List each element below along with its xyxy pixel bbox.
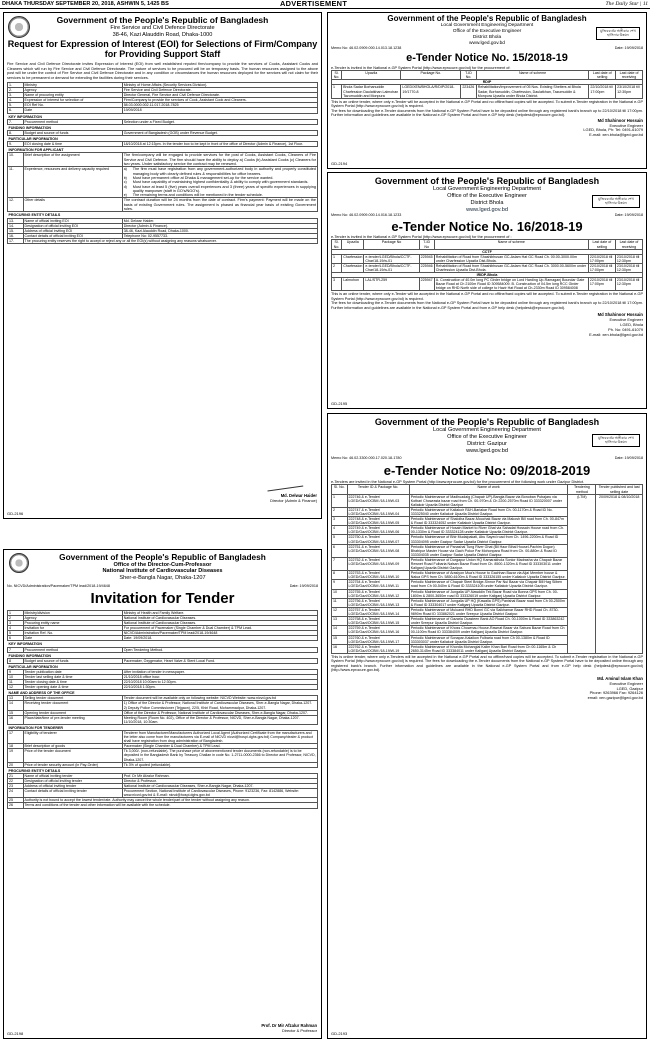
table-row: 12 222757 & e-Tender/ LGED/Gazi/OCBM /18-19/W-14 Periodic Maintenance of Muluand RHD Bonni GC via Salkhamar Bazar RHD Road Ch. 8730-9890m Road ID 333862021 under Sreepur Upazila District Gazipur.: [332, 607, 643, 616]
table-row: 3. Name of procuring entity Director General, Fire Service and Civil Defence Directorate.: [8, 93, 318, 98]
government-seal-icon: [8, 16, 30, 38]
ad5-gd: GD-2193: [331, 1031, 348, 1037]
ad4-table: [7, 610, 318, 809]
section-heading: CCTF: [332, 249, 643, 254]
ad2-line2: Office of the Executive Engineer: [452, 29, 522, 35]
table-row: 5. EOI Ref No. 58.03.0000.002.11.017.2018-7825: [8, 103, 318, 108]
section-heading: INFORMATION FOR TENDERER: [8, 725, 63, 730]
table-row: 16 Place/date/time of pre-tender meeting Meeting Room (Room No. 402), Office of the Director & Professor, NICVD, Sher-e-Bangla Nagar, Dhaka-1207. 11/10/2018, 10:30am.: [8, 715, 318, 724]
ad4-date: Date: 19/09/2018: [289, 583, 318, 588]
section-heading: FUNDING INFORMATION: [8, 125, 51, 130]
table-row: 8 Budget and source of funds Pacemaker, Oxygenator, Heart Valve & Stent Local Fund.: [8, 658, 318, 663]
ad-etender-gazipur: [327, 413, 647, 1039]
ad4-ref: No. NICVD/Administration/Pacemaker/TPM lead/2018-19/4648: [7, 583, 110, 588]
table-row: 7. Procurement method Selection under a Fixed Budget.: [8, 119, 318, 124]
government-seal-icon: [9, 553, 29, 573]
masthead-section: ADVERTISEMENT: [280, 0, 348, 8]
table-row: 6. Date 19/09/2018: [8, 108, 318, 113]
table-row: 10 Tender last selling date & time 21/10/2018 office hour.: [8, 674, 318, 679]
table-row: 16 222762 & e-Tender/ LGED/Gazi/OCBM /18-19/W-19 Periodic Maintenance of Khordia Mohanglal Kalim Khan Bari Road from Ch 00-1165m & Ch 2650-3145m Road ID 333384011 under Kaliganj Upazila District Gazipur.: [332, 644, 643, 653]
table-row: 7 222752 & e-Tender/ LGED/Gazi/OCBM /18-19/W-09 Periodic Maintenance of Durgapur Union HQ Kamarakhola Sonior Madrasha via Chapair Bazar Rewnet Road Fulbaria Nalsan Bazar Road from Ch. 8500-1320m & Road ID 333303011 under Kaliganj Upazila District Gazipur.: [332, 557, 643, 570]
table-row: 14. Designation of official inviting EOI Director (Admin & Finance).: [8, 223, 318, 228]
ad2-signature: Md Shahinoor Hossain Executive Engineer LGED, Bhola, Ph: Tel: 0491-61079 E-mail: xen.bhola@lged.gov.bd: [583, 117, 643, 138]
ad1-signature: Md. Delwar Haider Director (Admin & Finance): [270, 493, 317, 503]
ad2-table: Sl. No. Upazila Package No. T-ID No. Name of scheme Last date of selling Last date of receiving RDIP 1 Bhola Sadar Borhanuddin Charfession Daulatkhan Lalmohan Tazumuddin and Monpura LGED/XEN/BHOLA/R/DIP/2018-19/1770-8 223426 Rehabilitation/Improvement of 05 Nos. Existing Shelters at Bhola Sadar, Borhanuddin, Charfession, Daulatkhan, Tazumuddin & Monpura Upazila under Bhola District. 22/10/2018 till 17:00pm 23/10/2018 till 12:30pm: [331, 70, 643, 99]
ad5-line3: District: Gazipur: [467, 440, 507, 447]
section-heading: NAME AND ADDRESS OF THE OFFICE: [8, 691, 75, 696]
ad3-tline: e-Tender is invited in the National e-GP System Portal (http://www.eprocure.gov.bd) for the procurement of :: [331, 234, 512, 239]
table-row: 14 Receiving tender document 1) Office of the Director & Professor, National Institute of Cardiovascular Diseases, Sher-e-Bangla Nagar, Dhaka-1207. 2) Deputy Police Commissioner (Tejgaon), 22/5, Khiri Road, Mohammadpur, Dhaka-1207.: [8, 701, 318, 710]
table-row: 5 222750 & e-Tender/ LGED/Gazi/OCBM /18-19/W-07 Periodic Maintenance of Bhir Mudaipakati, Abu Sayed road from Ch. 1496-2200m & Road ID 333304095 under Gazipur Sadar Upazila District Gazipur.: [332, 535, 643, 544]
list-item: a) The firm must have registration from any government-authorized body in authority and properly constituted managing body with clearly defined rules & responsibilities for office bearers.: [123, 167, 316, 176]
list-item: e) The remaining terms and conditions will be mentioned in the tender schedule.: [123, 193, 263, 198]
ad3-table: Sl. No. Upazila Package No T-ID No Name of scheme Last date of selling Last date of receiving CCTF 1 Charfession e-tender/LGED/Bhola/CCTF-Char/18-19/w-01 225945 Rehabilitation of Road from Shashibhusan GC-Aslam Hat GC Road Ch. 00.00-3000.00m under Charfession Upazila Dist-Bhola. 22/10/2018 till 17:00pm 23/10/2018 till 12:30pm 2 Charfession e-tender/LGED/Bhola/CCTF-Char/18-19/w-01 225946 Rehabilitation of Road from Shashibhusan GC-Aslam Hat GC Road Ch. 3000.00-5600m under Charfession Upazila Dist-Bhola. 22/10/2018 till 17:00pm 23/10/2018 till 12:30pm IRIDP-Bhola 3 Lalmohon LAL/STR-259 225947 A. Construction of 40.0m long PC Girder bridge on Lord Harding Up-Ramaganj Boundar Gate Bazar Road at Ch 2100m Road ID 309584009. B. Construction of 04.5m long RCC Girder bridge on RHD North side of college to Hazir Hat Road at Ch-2330m Road ID 309584008 22/10/2018 till 17:00pm 23/10/2018 till 12:30pm: [331, 239, 643, 291]
table-row: 6 222751 & e-Tender/ LGED/Gazi/OCBM /18-19/W-08 Periodic Maintenance of Panashal Tung River Ghat (Bil Haor Bihal Housel-Pachim Dogon) Bhabipur Master House via Gach Pokur Par Mohonpara Road from Ch. 00-880m & Road ID 333304035 under Gazipur Sadar Upazila District Gazipur.: [332, 544, 643, 557]
masthead-paper: The Daily Star | 11: [605, 1, 648, 7]
list-item: c) Must have capability of maintaining highest confidentiality & ability to comply with government standards.: [123, 180, 309, 185]
ad1-title: Request for Expression of Interest (EOI) for Selections of Firm/Company for Providing Support Staff: [7, 39, 318, 60]
section-heading: PARTICULAR INFORMATION: [8, 664, 58, 669]
table-row: 9. EOI closing date & time 18/10/2018 at 12:15pm. In the tender box to be kept in front of the office of Director (Admin & Finance), 1st Floor.: [8, 142, 318, 147]
table-row: 13 Selling tender document Tender document will be available only on following website: NICVD Website: www.nicvd.gov.bd: [8, 696, 318, 701]
section-heading: PROCURING ENTITY DETAILS: [8, 768, 61, 773]
ad4-title: Invitation for Tender: [90, 590, 235, 608]
table-row: 6 Date Date: 19/09/2018.: [8, 636, 318, 641]
masthead-date: DHAKA THURSDAY SEPTEMBER 20, 2018, ASHWIN 5, 1425 BS: [2, 1, 169, 7]
ad5-line4: www.lged.gov.bd: [466, 447, 508, 454]
ad5-note: This is online tender, where only e-Tenders will be accepted in the National e-GP Portal and no offline/hard copies will be accepted. To submit e-Tender registration in the National e-GP System Portal (http://www.eprocure.gov.bd) is required. The fees for downloading the e-Tender documents from the National e-GP System Portal have to be deposited online through any registered bank's branch. Further information and guidelines are available in the National e-GP System Portal and from e-GP help desk (helpdesk@eprocure.gov.bd) (http://www.eprocure.gov.bd).: [331, 654, 643, 673]
ad3-stamp: মুজিববর্ষের অঙ্গীকার শেখ হাসিনার উন্নয়ন: [592, 195, 640, 208]
ad5-stamp: মুজিববর্ষের অঙ্গীকার শেখ হাসিনার উন্নয়ন: [592, 434, 640, 447]
table-row: 2 Charfession e-tender/LGED/Bhola/CCTF-Char/18-19/w-01 225946 Rehabilitation of Road from Shashibhusan GC-Aslam Hat GC Road Ch. 3000.00-5600m under Charfession Upazila Dist-Bhola. 22/10/2018 till 17:00pm 23/10/2018 till 12:30pm: [332, 263, 643, 272]
ad3-line1: Local Government Engineering Department: [433, 186, 541, 193]
table-row: 11 Tender closing date & time 22/10/2018 10:00am to 12:30pm.: [8, 680, 318, 685]
table-row: 17. The procuring entity reserves the right to accept or reject any or all the EOI(s) without assigning any reasons whatsoever.: [8, 238, 318, 243]
section-heading: INFORMATION FOR APPLICANT: [8, 148, 64, 153]
table-row: 4. Expression of interest for selection of Firm/Company to provide the services of Cook, Assistant Cook and Cleaners.: [8, 98, 318, 103]
table-row: 23 Address of official inviting tender National Institute of Cardiovascular Diseases, Sher-e-Bangla Nagar, Dhaka-1207.: [8, 784, 318, 789]
table-row: 1 Ministry/division Ministry of Health and Family Welfare.: [8, 610, 318, 615]
table-row: 26 Terms and conditions of the tender and other information will be available with the schedule.: [8, 803, 318, 808]
table-row: 9 Tender publication date After invitation of tender in newspaper.: [8, 669, 318, 674]
table-row: 5 Invitation Ref. No. NICVD/Administration/Pacemaker/TPM lead/2018-19/4648: [8, 631, 318, 636]
ad3-line2: Office of the Executive Engineer: [447, 193, 527, 200]
table-row: 2. Agency Fire Service and Civil Defence Directorate.: [8, 88, 318, 93]
section-heading: IRIDP-Bhola: [332, 273, 643, 278]
table-row: 9 222754 & e-Tender/ LGED/Gazi/OCBM /18-19/W-11 Periodic Maintenance of Chapair Steel Bridge-Sinnor Par Nui Bazar via Chapair Bill Hag Siiben road from Ch 00-540m & Road ID 333324105 under Kaliakoir Upazila District Gazipur.: [332, 580, 643, 589]
table-row: 8. Budget and source of funds Government of Bangladesh (GOB) under Revenue Budget.: [8, 130, 318, 135]
ad2-line1: Local Government Engineering Department: [440, 23, 534, 29]
table-row: 21 Name of official inviting tender Prof. Dr Mir Afzalur Rahman.: [8, 773, 318, 778]
table-row: 8 222753 & e-Tender/ LGED/Gazi/OCBM /18-19/W-10 Periodic Maintenance of Arasiyon Mua's House to Gachhan Bazar via Aljai Member house & Nalua GPS from Ch. 5850-6100m & Road ID 333326155 under Kaliakoir Upazila District Gazipur.: [332, 571, 643, 580]
ad-etender-bhola-15: [327, 12, 647, 169]
ad3-title: e-Tender Notice No. 16/2018-19: [391, 218, 583, 234]
ad1-line1: Fire Service and Civil Defence Directorate: [110, 24, 215, 31]
ad5-gov: Government of the People's Republic of Bangladesh: [374, 417, 600, 427]
ad3-line3: District Bhola: [470, 199, 504, 206]
ad1-intro: Fire Service and Civil Defence Directorate invites Expression of Interest (EOI) from well established reputed firm/company to provide the services of Cooks, Assistant Cooks and Cleaners which will run by Fire Service and Civil Defence Directorate. The nature of services to be procured will be on temporary basis. The human resources assigned to the above post will be under the control of Fire Service and Civil Defence Directorate and in any condition or circumstances the human resources deployed for the services will not claim for their services to be permanent or demand for extending the facilities during their services.: [7, 62, 318, 80]
ad3-signature: Md Shahinoor Hossain Executive Engineer LGED, Bhola Ph. No: 0491-61079 E-mail: xen.bhola@lged.gov.bd: [589, 312, 643, 337]
ad5-line1: Local Government Engineering Department: [433, 427, 541, 434]
table-row: 13. Name of official inviting EOI Md. Delwar Haider.: [8, 218, 318, 223]
table-row: 18 Brief description of goods Pacemaker (Single Chamber & Dual Chamber) & TPM Lead.: [8, 744, 318, 749]
section-heading: KEY INFORMATION: [8, 642, 42, 647]
table-row: 1 222746 & e-Tender/ LGED/Gazi/OCBM /18-19/W-03 Periodic Maintenance of Madhuadaig (Chapair UP)-Bangla Bazar via Bonoban Pubajaru via Kotbari Chowrasta bazar road from Ch. 00-970m & Ch 2200-2570m Road ID 333320007 under Kaliakoir Upazila District Gazipur (LTM) 20/09/2018 & 08/10/2018: [332, 494, 643, 507]
ad5-signature: Md. Aminul Islam Khan Executive Engineer LGED, Gazipur Phone: 9263966 Fax: 9264126 email: xen.gazipur@lged.gov.bd: [587, 675, 643, 701]
ad-etender-bhola-16: [327, 172, 647, 409]
ad1-line2: 38-46, Kazi Alauddin Road, Dhaka-1000: [112, 31, 213, 38]
ad5-date: Date: 19/09/2018: [614, 456, 643, 461]
ad5-title: e-Tender Notice No: 09/2018-2019: [383, 462, 591, 478]
table-row: 2 Agency National Institute of Cardiovascular Diseases.: [8, 615, 318, 620]
table-row: 3 Procuring entity name National Institute of Cardiovascular Diseases.: [8, 621, 318, 626]
list-item: d) Must have at least 5 (five) years overall experiences and 3 (three) years of specific experiences in supplying quality manpower (staff in GO's/NGO's).: [123, 184, 316, 193]
table-row: 14 222759 & e-Tender/ LGED/Gazi/OCBM /18-19/W-16 Periodic Maintenance of Khoss Chowmau House-Rawnat Bazar via Sabura Bazar Road from Ch 00-1100m Road ID 333384009 under Kaliganj Upazila District Gazipur.: [332, 626, 643, 635]
ad1-gd: GD-2196: [7, 511, 24, 517]
table-row: 13 222758 & e-Tender/ LGED/Gazi/OCBM /18-19/W-15 Periodic Maintenance of Gazaria Ocasteen Bank AO Road Ch. 00-1000m & Road ID 333863242 under Sreepur Upazila District Gazipur.: [332, 617, 643, 626]
ad1-gov: Government of the People's Republic of Bangladesh: [56, 15, 269, 25]
ad3-line4: www.lged.gov.bd: [466, 206, 508, 213]
list-item: b) Must have permanent office at Dhaka & management set-up for the service wanted.: [123, 175, 274, 180]
ad3-memo: Memo No: 46.02.0909.000.14.016.18.1233: [331, 213, 402, 218]
ad1-table-b: 10. Brief description of the assignment The firm/company will be engaged to provide services for the post of Cooks, Assistant Cooks, Cleaners of Fire Service and Civil Defence. The firm should have the ability to deploy a) Cooks (b) Assistant Cooks (c) Cleaners for two years. Under satisfactory service the contract may be renewed. 11. Experience, resources and delivery capacity required a) The firm must have registration from any government-authorized body in authority and properly constituted managing body with clearly defined rules & responsibilities for office bearers. b) Must have permanent office at Dhaka & management set-up for the service wanted. c) Must have capability of maintaining highest confidentiality & ability to comply with government standards. d) Must have at least 5 (five) years overall experiences and 3 (three) years of specific experiences in supplying quality manpower (staff in GO's/NGO's). e) The remaining terms and conditions will be mentioned in the tender schedule. 12. Other details The contract duration will be 24 months from the date of contract. Firm's payment: Payment will be made on the basis of existing Government rules. The assignment is phased as financial year basis of existing Government rules.: [9, 153, 316, 212]
table-row: 25 Authority is not bound to accept the lowest tender/rate. Authority may cancel the whole tender/part of the tender without assigning any reason.: [8, 798, 318, 803]
ad5-memo: Memo No: 46.02.3300.000.17.020.18-1780: [331, 456, 402, 461]
table-row: 22 Designation of official inviting tender Director & Professor.: [8, 778, 318, 783]
table-row: 20 Price of tender security amount (in Pay-Order) Tk 3% of quoted (refundable).: [8, 762, 318, 767]
section-heading: PROCURING ENTITY DETAILS: [8, 213, 61, 218]
ad2-line3: District Bhola: [472, 34, 502, 40]
table-row: 16. Contact details of official inviting EOI Telephone No: 02-9557733.: [8, 233, 318, 238]
table-row: 11 222756 & e-Tender/ LGED/Gazi/OCBM /18-19/W-13 Periodic Maintenance of Jungalia UP HQ (Kawalia GPS) Panishal Bazar road from Ch 00-2500m & Road ID 333304017 under Kaliganj Upazila District Gazipur.: [332, 598, 643, 607]
ad4-line1: National Institute of Cardiovascular Diseases: [102, 568, 223, 575]
ad1-table-c: [7, 212, 318, 244]
ad5-table: Sl. No. Tender ID & Package No. Name of work Tendering method Tender published and last selling date 1 222746 & e-Tender/ LGED/Gazi/OCBM /18-19/W-03 Periodic Maintenance of Madhuadaig (Chapair UP)-Bangla Bazar via Bonoban Pubajaru via Kotbari Chowrasta bazar road from Ch. 00-970m & Ch 2200-2570m Road ID 333320007 under Kaliakoir Upazila District Gazipur (LTM) 20/09/2018 & 08/10/2018 2 222747 & e-Tender/ LGED/Gazi/OCBM /18-19/W-04 Periodic Maintenance of Kaliakoir R&H-Bariakar Road from Ch. 00-1170m & Road ID No. 333325040 under Kaliakoir Upazila District Gazipur. 3 222748 & e-Tender/ LGED/Gazi/OCBM /18-19/W-05 Periodic Maintenance of Shaloiha Bazar-Mouchak Bazar via Makosh Bill road from Ch. 00-847m & Road ID 333324052 under Kaliakoir Upazila District Gazipur. 4 222749 & e-Tender/ LGED/Gazi/OCBM /18-19/W-06 Periodic Maintenance of Hosain Market to River Ghat via Sahadat Hossain House road from Ch. 00-1330m & Road ID 333324128 under Kaliakoir Upazila District Gazipur. 5 222750 & e-Tender/ LGED/Gazi/OCBM /18-19/W-07 Periodic Maintenance of Bhir Mudaipakati, Abu Sayed road from Ch. 1496-2200m & Road ID 333304095 under Gazipur Sadar Upazila District Gazipur. 6 222751 & e-Tender/ LGED/Gazi/OCBM /18-19/W-08 Periodic Maintenance of Panashal Tung River Ghat (Bil Haor Bihal Housel-Pachim Dogon) Bhabipur Master House via Gach Pokur Par Mohonpara Road from Ch. 00-880m & Road ID 333304035 under Gazipur Sadar Upazila District Gazipur. 7 222752 & e-Tender/ LGED/Gazi/OCBM /18-19/W-09 Periodic Maintenance of Durgapur Union HQ Kamarakhola Sonior Madrasha via Chapair Bazar Rewnet Road Fulbaria Nalsan Bazar Road from Ch. 8500-1320m & Road ID 333303011 under Kaliganj Upazila District Gazipur. 8 222753 & e-Tender/ LGED/Gazi/OCBM /18-19/W-10 Periodic Maintenance of Arasiyon Mua's House to Gachhan Bazar via Aljai Member house & Nalua GPS from Ch. 5850-6100m & Road ID 333326155 under Kaliakoir Upazila District Gazipur. 9 222754 & e-Tender/ LGED/Gazi/OCBM /18-19/W-11 Periodic Maintenance of Chapair Steel Bridge-Sinnor Par Nui Bazar via Chapair Bill Hag Siiben road from Ch 00-540m & Road ID 333324105 under Kaliakoir Upazila District Gazipur. 10 222755 & e-Tender/ LGED/Gazi/OCBM /18-19/W-12 Periodic Maintenance of Jungalia UP-Nawddin Tek Bazar Road via Bonna GPS from Ch. 00-1800m & 2800-3650m road ID 333326019 under Kaliganj Upazila District Gazipur. 11 222756 & e-Tender/ LGED/Gazi/OCBM /18-19/W-13 Periodic Maintenance of Jungalia UP HQ (Kawalia GPS) Panishal Bazar road from Ch 00-2500m & Road ID 333304017 under Kaliganj Upazila District Gazipur. 12 222757 & e-Tender/ LGED/Gazi/OCBM /18-19/W-14 Periodic Maintenance of Muluand RHD Bonni GC via Salkhamar Bazar RHD Road Ch. 8730-9890m Road ID 333862021 under Sreepur Upazila District Gazipur. 13 222758 & e-Tender/ LGED/Gazi/OCBM /18-19/W-15 Periodic Maintenance of Gazaria Ocasteen Bank AO Road Ch. 00-1000m & Road ID 333863242 under Sreepur Upazila District Gazipur. 14 222759 & e-Tender/ LGED/Gazi/OCBM /18-19/W-16 Periodic Maintenance of Khoss Chowmau House-Rawnat Bazar via Sabura Bazar Road from Ch 00-1100m Road ID 333384009 under Kaliganj Upazila District Gazipur. 15 222760 & e-Tender/ LGED/Gazi/OCBM /18-19/W-17 Periodic Maintenance of Sonapar-Kalaikon Fulbaria road from Ch 00-1380m & Road ID 333303037 under Kaliakoir Upazila District Gazipur. 16 222762 & e-Tender/ LGED/Gazi/OCBM /18-19/W-19 Periodic Maintenance of Khordia Mohanglal Kalim Khan Bari Road from Ch 00-1165m & Ch 2650-3145m Road ID 333384011 under Kaliganj Upazila District Gazipur.: [331, 484, 643, 653]
table-row: 4 222749 & e-Tender/ LGED/Gazi/OCBM /18-19/W-06 Periodic Maintenance of Hosain Market to River Ghat via Sahadat Hossain House road from Ch. 00-1330m & Road ID 333324128 under Kaliakoir Upazila District Gazipur.: [332, 526, 643, 535]
ad2-stamp: মুজিববর্ষের অঙ্গীকার শেখ হাসিনার উন্নয়ন: [596, 27, 640, 40]
ad2-date: Date: 19/09/2018: [614, 46, 643, 51]
ad4-gov: Government of the People's Republic of Bangladesh: [59, 552, 266, 562]
ad2-title: e-Tender Notice No. 15/2018-19: [406, 51, 568, 64]
ad4-line2: Sher-e-Bangla Nagar, Dhaka-1207: [119, 575, 206, 582]
table-row: 7 Procurement method Open Tendering Method.: [8, 647, 318, 652]
ad1-experience-list: [122, 167, 317, 198]
ad2-memo: Memo No: 46.02.0909.000.14.013.18.1238: [331, 46, 402, 51]
ad5-tline: e-Tenders are invited in the National e-GP System Portal (http://www.eprocure.gov.bd) for the procurement of the following work under Gazipur District.: [331, 479, 585, 484]
ad2-note2: The fees for downloading the e-Tender documents from the National e-GP System Portal have to be deposited online through any registered bank's branch up to 22/10/2018 till 17:00pm. Further information and guidelines are available in the National e-GP System Portal and from e-GP help desk (helpdesk@eprocure.gov.bd).: [331, 108, 643, 118]
ad-invitation-nicvd: [3, 549, 322, 1039]
ad2-gd: GD-2194: [331, 161, 348, 167]
table-row: 24 Contact details of official inviting tender Procurement Section, National Institute of Cardiovascular Diseases, Phone: 9123236, Fax: 8142886, Website: www.nicvd.gov.bd & E-mail: nicvd@hospi.dghs.gov.bd: [8, 789, 318, 798]
ad5-line2: Office of the Executive Engineer: [447, 434, 527, 441]
table-row: 3 Lalmohon LAL/STR-259 225947 A. Construction of 40.0m long PC Girder bridge on Lord Harding Up-Ramaganj Boundar Gate Bazar Road at Ch 2100m Road ID 309584009. B. Construction of 04.5m long RCC Girder bridge on RHD North side of college to Hazir Hat Road at Ch-2330m Road ID 309584008 22/10/2018 till 17:00pm 23/10/2018 till 12:30pm: [332, 278, 643, 291]
signature: [267, 481, 303, 492]
table-row: 1 Charfession e-tender/LGED/Bhola/CCTF-Char/18-19/w-01 225945 Rehabilitation of Road from Shashibhusan GC-Aslam Hat GC Road Ch. 00.00-3000.00m under Charfession Upazila Dist-Bhola. 22/10/2018 till 17:00pm 23/10/2018 till 12:30pm: [332, 254, 643, 263]
table-row: 17 Eligibility of tenderer Tenderer from Manufacturer/Manufacturers Authorized Local Agent (Authorized Certificate from the manufacturers and the letter also come from the manufacturers via E-mail of NICVD nicvd@hospi.dghs.gov.bd) Company/dealer & product shall have registration from drug administration of Bangladesh.: [8, 731, 318, 744]
table-row: 19 Price of the tender document Tk 3,000/- (non-refundable). The purchase price of abovementioned tender documents (non-refundable) is to be deposited in the Bangladesh Bank by Treasury Challan in code No. 1-2711-0000-2366 to Director and Professor, NICVD, Dhaka-1207.: [9, 749, 316, 762]
table-row: 1. Ministry Ministry of Home Affairs (Security Services Division).: [8, 82, 318, 87]
section-heading: KEY INFORMATION: [8, 114, 42, 119]
ad4-gd: GD-2198: [7, 1031, 24, 1037]
ad3-note: This is an online tender, where only e-Tender will be accepted in the National e-GP Portal and no offline/hard copies will be accepted. To submit e-Tender registration in the National e-GP System Portal (http://www.eprocure.gov.bd) is required.: [331, 292, 643, 301]
ad2-note: This is an online tender, where only e-Tender will be accepted in the National e-GP Portal and no offline/hard copies will be accepted. To submit e-Tender registration in the National e-GP System Portal (http://www.eprocure.gov.bd) is required.: [331, 99, 643, 109]
table-row: 10 222755 & e-Tender/ LGED/Gazi/OCBM /18-19/W-12 Periodic Maintenance of Jungalia UP-Nawddin Tek Bazar Road via Bonna GPS from Ch. 00-1800m & 2800-3650m road ID 333326019 under Kaliganj Upazila District Gazipur.: [332, 589, 643, 598]
ad2-tline: e-Tender is invited in the National e-GP System Portal (http://www.eprocure.gov.bd) for the procurement of:: [331, 65, 511, 70]
table-row: 12 Tender opening date & time 22/10/2018 1:30pm.: [8, 685, 318, 690]
table-row: 2 222747 & e-Tender/ LGED/Gazi/OCBM /18-19/W-04 Periodic Maintenance of Kaliakoir R&H-Bariakar Road from Ch. 00-1170m & Road ID No. 333325040 under Kaliakoir Upazila District Gazipur.: [332, 507, 643, 516]
table-row: 4 Invitation for For procurement of Pacemaker (Single Chamber & Dual Chamber) & TPM Lead.: [8, 626, 318, 631]
section-heading: FUNDING INFORMATION: [8, 653, 51, 658]
ad4-line0: Office of the Director-Cum-Professor: [113, 561, 212, 568]
masthead: [0, 0, 650, 9]
ad3-gov: Government of the People's Republic of Bangladesh: [374, 176, 600, 186]
table-row: 15. Address of official inviting EOI 38-46, Kazi Alauddin Road, Dhaka-1000.: [8, 228, 318, 233]
table-row: 3 222748 & e-Tender/ LGED/Gazi/OCBM /18-19/W-05 Periodic Maintenance of Shaloiha Bazar-Mouchak Bazar via Makosh Bill road from Ch. 00-847m & Road ID 333324052 under Kaliakoir Upazila District Gazipur.: [332, 517, 643, 526]
ad4-signature: Prof. Dr Mir Afzalur Rahman Director & Professor: [261, 1023, 317, 1034]
ad2-gov: Government of the People's Republic of Bangladesh: [387, 14, 587, 23]
ad3-date: Date: 19/09/2018: [614, 213, 643, 218]
ad-eoi-fire-service: [3, 12, 322, 519]
table-row: 15 Opening tender document Office of the Director & Professor, National Institute of Cardiovascular Diseases, Sher-e-Bangla Nagar, Dhaka-1207.: [8, 710, 318, 715]
ad1-table: [7, 82, 318, 152]
table-row: 15 222760 & e-Tender/ LGED/Gazi/OCBM /18-19/W-17 Periodic Maintenance of Sonapar-Kalaikon Fulbaria road from Ch 00-1380m & Road ID 333303037 under Kaliakoir Upazila District Gazipur.: [332, 635, 643, 644]
ad2-line4: www.lged.gov.bd: [469, 40, 505, 46]
ad3-note2: The fees for downloading the e-Tender documents from the National e-GP System Portal have to be deposited online through any registered bank's branch up to 22/10/2018 till 17:00pm. Further information and guidelines are available in the National e-GP System Portal and from e-GP help desk (helpdesk@eprocure.gov.bd).: [331, 301, 643, 310]
ad3-gd: GD-2195: [331, 401, 348, 407]
section-heading: PARTICULAR INFORMATION: [8, 136, 58, 141]
